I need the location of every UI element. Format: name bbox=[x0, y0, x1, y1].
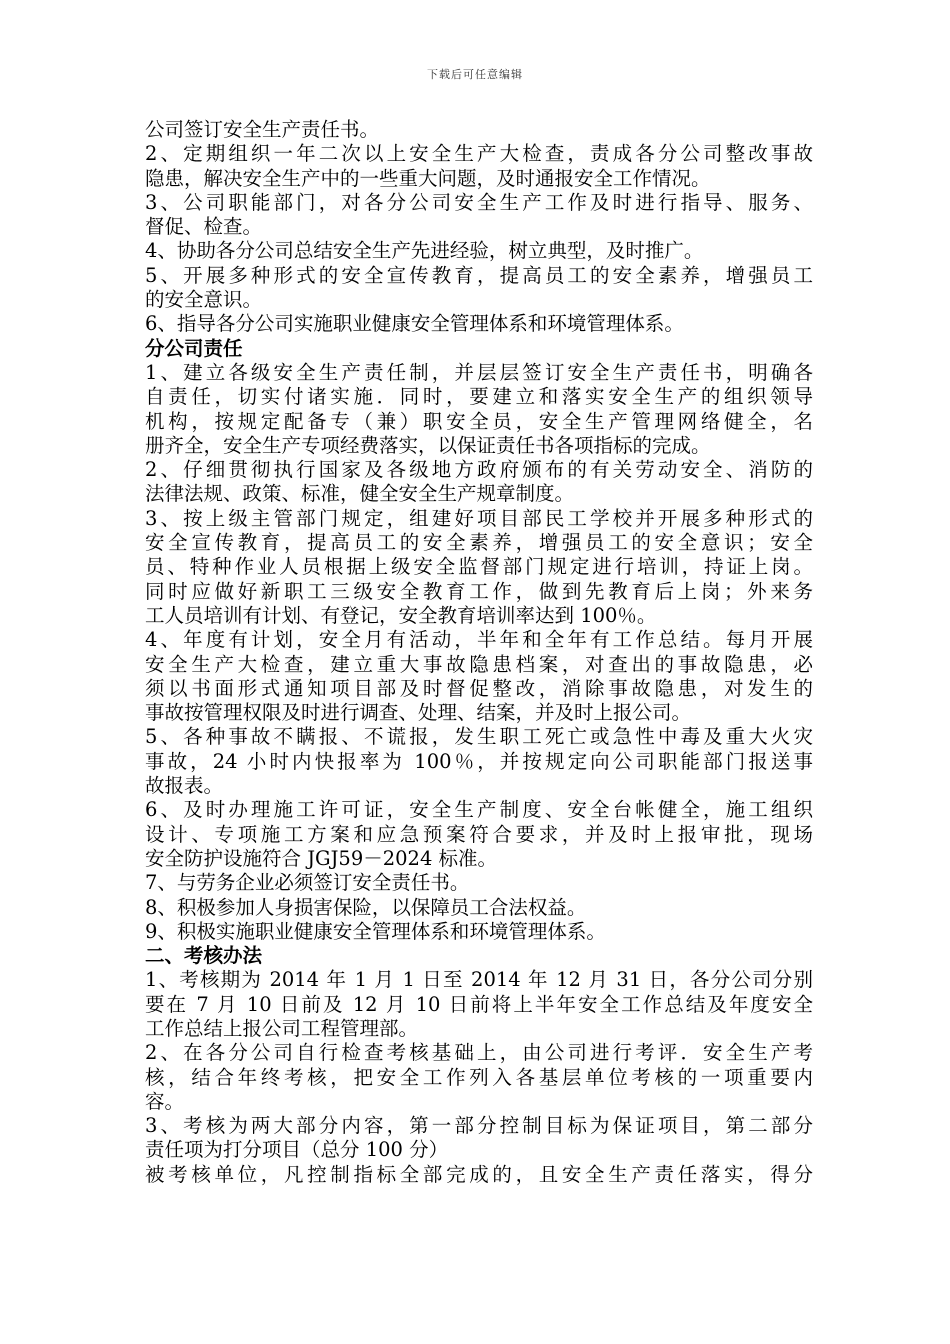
text-line: 5、开展多种形式的安全宣传教育，提高员工的安全素养，增强员工 bbox=[145, 263, 813, 287]
text-line: 2、定期组织一年二次以上安全生产大检查，责成各分公司整改事故 bbox=[145, 142, 813, 166]
text-line: 事故按管理权限及时进行调查、处理、结案，并及时上报公司。 bbox=[145, 701, 692, 725]
text-line: 被考核单位，凡控制指标全部完成的，且安全生产责任落实，得分 bbox=[145, 1162, 813, 1186]
text-line: 自责任，切实付诸实施．同时，要建立和落实安全生产的组织领导 bbox=[145, 385, 813, 409]
text-line: 核，结合年终考核，把安全工作列入各基层单位考核的一项重要内 bbox=[145, 1065, 813, 1089]
text-line: 法律法规、政策、标准，健全安全生产规章制度。 bbox=[145, 482, 575, 506]
text-line: 4、协助各分公司总结安全生产先进经验，树立典型，及时推广。 bbox=[145, 239, 704, 263]
text-line: 2、仔细贯彻执行国家及各级地方政府颁布的有关劳动安全、消防的 bbox=[145, 458, 813, 482]
text-line: 安全生产大检查，建立重大事故隐患档案，对查出的事故隐患，必 bbox=[145, 652, 813, 676]
text-line: 1、考核期为 2014 年 1 月 1 日至 2014 年 12 月 31 日，各分公司分别 bbox=[145, 968, 813, 992]
section-heading: 二、考核办法 bbox=[145, 944, 263, 968]
text-line: 8、积极参加人身损害保险，以保障员工合法权益。 bbox=[145, 895, 587, 919]
text-line: 同时应做好新职工三级安全教育工作，做到先教育后上岗；外来务 bbox=[145, 579, 813, 603]
text-line: 要在 7 月 10 日前及 12 月 10 日前将上半年安全工作总结及年度安全 bbox=[145, 992, 813, 1016]
text-line: 督促、检查。 bbox=[145, 215, 263, 239]
text-line: 2、在各分公司自行检查考核基础上，由公司进行考评．安全生产考 bbox=[145, 1041, 813, 1065]
text-line: 须以书面形式通知项目部及时督促整改，消除事故隐患，对发生的 bbox=[145, 676, 813, 700]
text-line: 安全宣传教育，提高员工的安全素养，增强员工的安全意识；安全 bbox=[145, 531, 813, 555]
text-line: 员、特种作业人员根据上级安全监督部门规定进行培训，持证上岗。 bbox=[145, 555, 813, 579]
text-line: 事故，24 小时内快报率为 100％，并按规定向公司职能部门报送事 bbox=[145, 749, 813, 773]
text-line: 故报表。 bbox=[145, 774, 224, 798]
text-line: 3、公司职能部门，对各分公司安全生产工作及时进行指导、服务、 bbox=[145, 190, 813, 214]
text-line: 7、与劳务企业必须签订安全责任书。 bbox=[145, 871, 470, 895]
text-line: 5、各种事故不瞒报、不谎报，发生职工死亡或急性中毒及重大火灾 bbox=[145, 725, 813, 749]
text-line: 安全防护设施符合 JGJ59－2024 标准。 bbox=[145, 846, 498, 870]
text-line: 的安全意识。 bbox=[145, 288, 263, 312]
text-line: 4、年度有计划，安全月有活动，半年和全年有工作总结。每月开展 bbox=[145, 628, 813, 652]
text-line: 机构，按规定配备专（兼）职安全员，安全生产管理网络健全，名 bbox=[145, 409, 813, 433]
text-line: 工作总结上报公司工程管理部。 bbox=[145, 1016, 419, 1040]
text-line: 设计、专项施工方案和应急预案符合要求，并及时上报审批，现场 bbox=[145, 822, 813, 846]
text-line: 9、积极实施职业健康安全管理体系和环境管理体系。 bbox=[145, 919, 606, 943]
text-line: 隐患，解决安全生产中的一些重大问题，及时通报安全工作情况。 bbox=[145, 166, 711, 190]
text-line: 3、考核为两大部分内容，第一部分控制目标为保证项目，第二部分 bbox=[145, 1114, 813, 1138]
text-line: 容。 bbox=[145, 1089, 185, 1113]
page-header: 下载后可任意编辑 bbox=[427, 68, 523, 81]
text-line: 6、及时办理施工许可证，安全生产制度、安全台帐健全，施工组织 bbox=[145, 798, 813, 822]
text-line: 公司签订安全生产责任书。 bbox=[145, 118, 380, 141]
text-line: 1、建立各级安全生产责任制，并层层签订安全生产责任书，明确各 bbox=[145, 360, 813, 384]
text-line: 册齐全，安全生产专项经费落实，以保证责任书各项指标的完成。 bbox=[145, 433, 711, 457]
text-line: 3、按上级主管部门规定，组建好项目部民工学校并开展多种形式的 bbox=[145, 506, 813, 530]
text-line: 工人员培训有计划、有登记，安全教育培训率达到 100％。 bbox=[145, 603, 657, 627]
document-body bbox=[145, 118, 813, 1187]
section-heading: 分公司责任 bbox=[145, 336, 243, 360]
text-line: 6、指导各分公司实施职业健康安全管理体系和环境管理体系。 bbox=[145, 312, 684, 336]
text-line: 责任项为打分项目（总分 100 分） bbox=[145, 1138, 449, 1162]
